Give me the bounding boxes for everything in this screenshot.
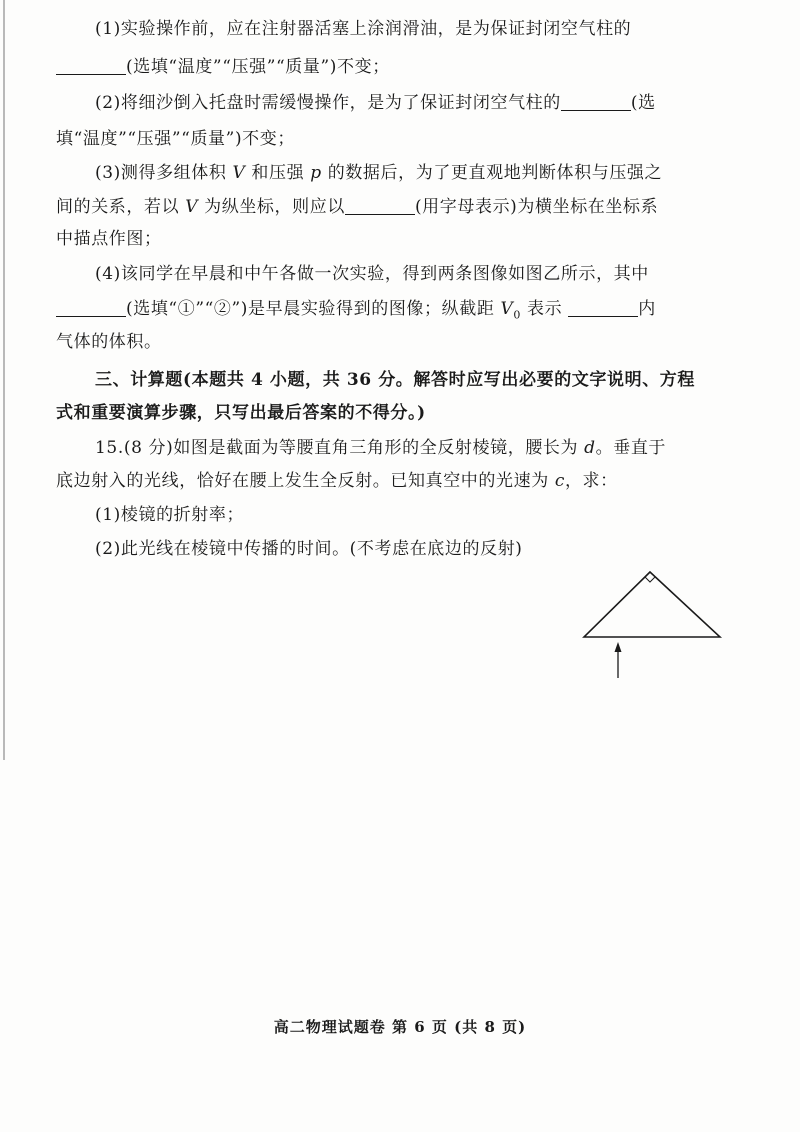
section-3-instructions: 式和重要演算步骤，只写出最后答案的不得分。)	[56, 403, 426, 423]
section-3-heading-line1	[95, 368, 755, 392]
prism-diagram	[580, 568, 725, 680]
q14-item3-line3	[56, 227, 756, 251]
variable-v: V	[185, 197, 199, 217]
q14-item4-text: (4)该同学在早晨和中午各做一次实验，得到两条图像如图乙所示，其中	[95, 264, 649, 284]
q14-item2-line2	[56, 127, 756, 151]
q14-item3-line2	[56, 195, 756, 219]
q14-item3-text-c: 的数据后，为了更直观地判断体积与压强之	[327, 163, 663, 183]
q14-item3-text-b: 和压强	[251, 163, 305, 183]
answer-blank-3[interactable]	[345, 196, 415, 215]
q15-stem-line2	[56, 469, 756, 493]
variable-p: p	[310, 163, 322, 183]
q14-item1-text: (1)实验操作前，应在注射器活塞上涂润滑油，是为保证封闭空气柱的	[95, 19, 632, 39]
variable-c: c	[554, 471, 565, 491]
q15-sub1-line	[95, 503, 755, 527]
variable-v0: V	[500, 299, 514, 319]
q14-item3-text-e: 为纵坐标，则应以	[204, 197, 345, 217]
q14-item3-line1	[95, 161, 755, 185]
q14-item4-text-d: 内	[638, 299, 656, 319]
section-3-heading-line2	[56, 401, 756, 425]
variable-d: d	[584, 438, 596, 458]
q15-stem-text-b: 。垂直于	[595, 438, 667, 458]
q15-stem-text-c: 底边射入的光线，恰好在腰上发生全反射。已知真空中的光速为	[56, 471, 549, 491]
section-3-heading: 三、计算题(本题共 4 小题，共 36 分。解答时应写出必要的文字说明、方程	[95, 370, 696, 390]
isosceles-right-prism	[584, 572, 720, 637]
q14-item4-line1	[95, 262, 755, 286]
q15-sub-question-2: (2)此光线在棱镜中传播的时间。(不考虑在底边的反射)	[95, 539, 523, 559]
q14-item4-line2	[56, 297, 756, 327]
q15-sub2-line	[95, 537, 755, 561]
q15-stem-text-d: ，求：	[564, 471, 618, 491]
q14-item3-text-d: 间的关系，若以	[56, 197, 180, 217]
q14-item3-text-a: (3)测得多组体积	[95, 163, 227, 183]
ray-arrow-icon	[615, 642, 622, 652]
answer-blank-5[interactable]	[568, 298, 638, 317]
page-edge-rule	[3, 0, 5, 760]
q14-item1-options: (选填“温度”“压强”“质量”)不变；	[126, 57, 390, 77]
subscript-zero: 0	[513, 308, 521, 322]
q14-item4-text-c: 表示	[526, 299, 563, 319]
q15-stem-text-a: 15.(8 分)如图是截面为等腰直角三角形的全反射棱镜，腰长为	[95, 438, 579, 458]
q14-item2-text: (2)将细沙倒入托盘时需缓慢操作，是为了保证封闭空气柱的	[95, 93, 561, 113]
q14-item1-line2	[56, 55, 756, 79]
q14-item4-text-e: 气体的体积。	[56, 332, 162, 352]
q14-item3-text-g: 中描点作图；	[56, 229, 162, 249]
page-footer: 高二物理试题卷 第 6 页 (共 8 页)	[273, 1018, 527, 1036]
answer-blank-4[interactable]	[56, 298, 126, 317]
q15-sub-question-1: (1)棱镜的折射率；	[95, 505, 245, 525]
answer-blank-1[interactable]	[56, 56, 126, 75]
q14-item4-line3	[56, 330, 756, 354]
q14-item2-line1	[95, 91, 755, 115]
q14-item2-options-start: (选	[630, 93, 656, 113]
q14-item3-text-f: (用字母表示)为横坐标在坐标系	[414, 197, 659, 217]
q14-item2-options: 填“温度”“压强”“质量”)不变；	[56, 129, 295, 149]
variable-v: V	[232, 163, 246, 183]
answer-blank-2[interactable]	[561, 92, 631, 111]
q14-item1-line1	[95, 17, 755, 41]
q15-stem-line1	[95, 436, 755, 460]
right-angle-mark	[645, 577, 655, 582]
q14-item4-text-b: (选填“①”“②”)是早晨实验得到的图像；纵截距	[126, 299, 495, 319]
